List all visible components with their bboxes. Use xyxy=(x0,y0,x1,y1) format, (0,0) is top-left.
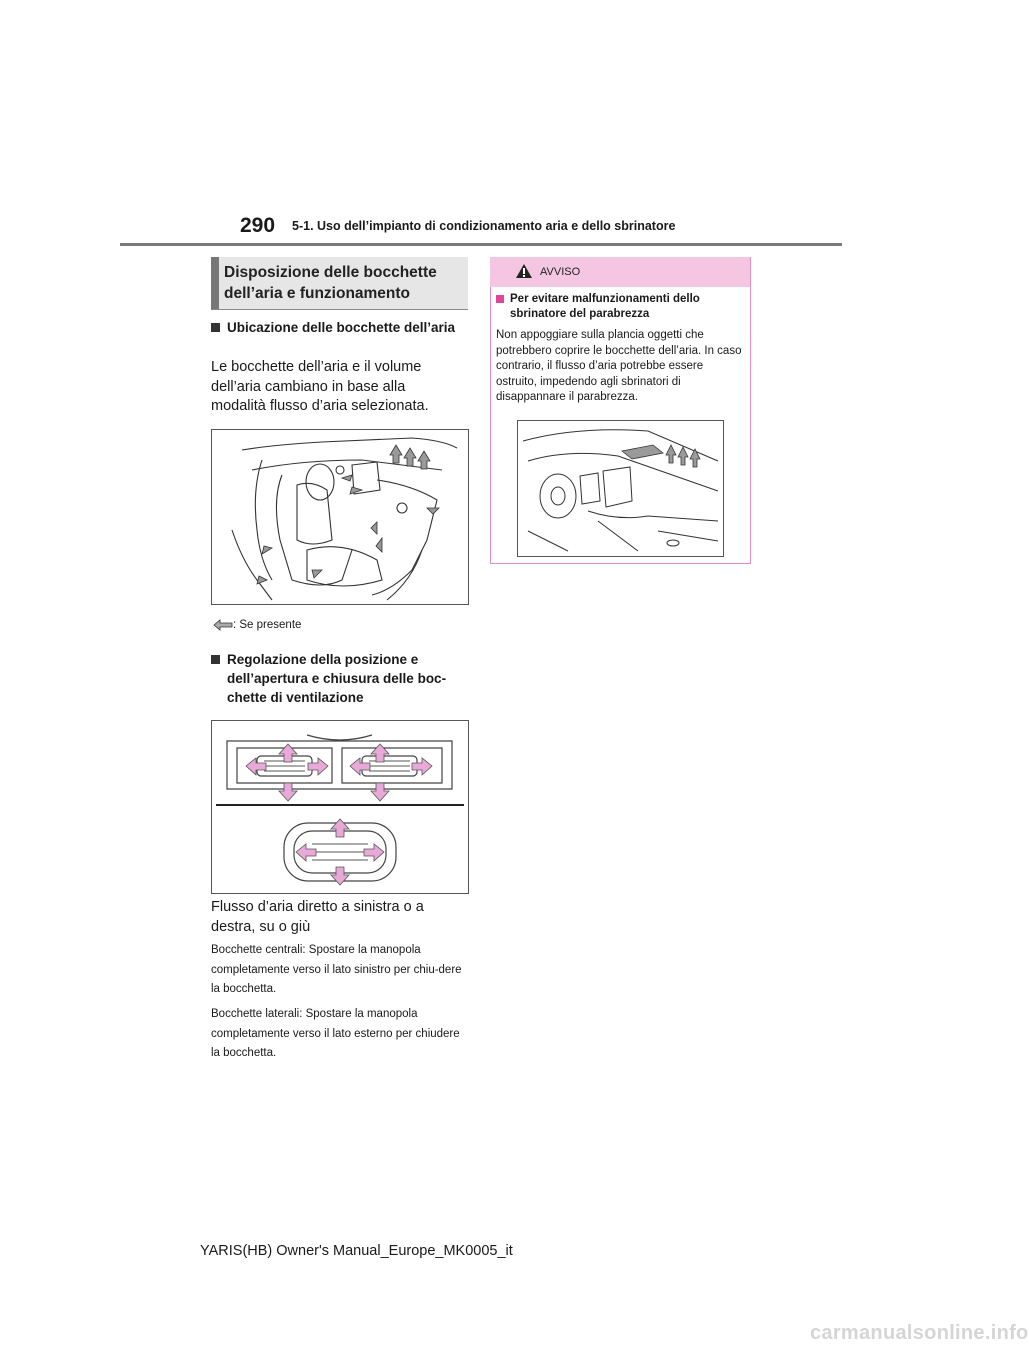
outlet-arrow-icon xyxy=(213,619,233,631)
watermark: carmanualsonline.info xyxy=(810,1322,1029,1344)
location-heading: Ubicazione delle bocchette dell’aria xyxy=(211,318,461,337)
warning-triangle-icon xyxy=(515,263,533,279)
cabin-illustration xyxy=(212,430,468,604)
warning-body: Non appoggiare sulla plancia oggetti che potrebbero coprire le bocchette dell’aria. In caso contrario, il flusso d’aria potrebbe essere ostruito, impedendo agli sbrinatori di disappannare il parabrezza. xyxy=(496,329,742,403)
section-title: Disposizione delle bocchette dell’aria e funzionamento xyxy=(224,264,437,302)
bullet-square-icon xyxy=(496,295,504,303)
section-rule xyxy=(211,309,468,310)
page-number: 290 xyxy=(240,214,276,237)
warning-label: AVVISO xyxy=(540,266,581,278)
dashboard-object-figure xyxy=(517,420,724,557)
bullet-square-icon xyxy=(211,323,220,332)
legend-text: : Se presente xyxy=(233,619,302,631)
adjustment-note-central: Bocchette centrali: Spostare la manopola completamente verso il lato sinistro per chiu-dere la bocchetta. xyxy=(211,944,462,995)
dashboard-illustration xyxy=(518,421,723,556)
bullet-square-icon xyxy=(211,655,220,664)
vent-location-figure xyxy=(211,429,469,605)
footer-text: YARIS(HB) Owner's Manual_Europe_MK0005_it xyxy=(200,1243,513,1259)
section-heading-bar xyxy=(211,257,219,309)
adjustment-note-lateral: Bocchette laterali: Spostare la manopola completamente verso il lato esterno per chiudere la bocchetta. xyxy=(211,1008,460,1059)
warning-subheading: Per evitare malfunzionamenti dello sbrinatore del parabrezza xyxy=(496,292,742,322)
adjustment-heading: Regolazione della posizione e dell’apertura e chiusura delle boc-chette di ventilazione xyxy=(211,650,467,707)
adjustment-body: Flusso d’aria diretto a sinistra o a destra, su o giù xyxy=(211,899,424,935)
legend xyxy=(213,619,301,631)
vent-illustration xyxy=(212,721,468,893)
vent-adjustment-figure xyxy=(211,720,469,894)
header-rule xyxy=(120,243,842,246)
running-header: 5-1. Uso dell’impianto di condizionamento aria e dello sbrinatore xyxy=(292,219,676,233)
location-body: Le bocchette dell’aria e il volume dell’aria cambiano in base alla modalità flusso d’aria selezionata. xyxy=(211,359,429,414)
